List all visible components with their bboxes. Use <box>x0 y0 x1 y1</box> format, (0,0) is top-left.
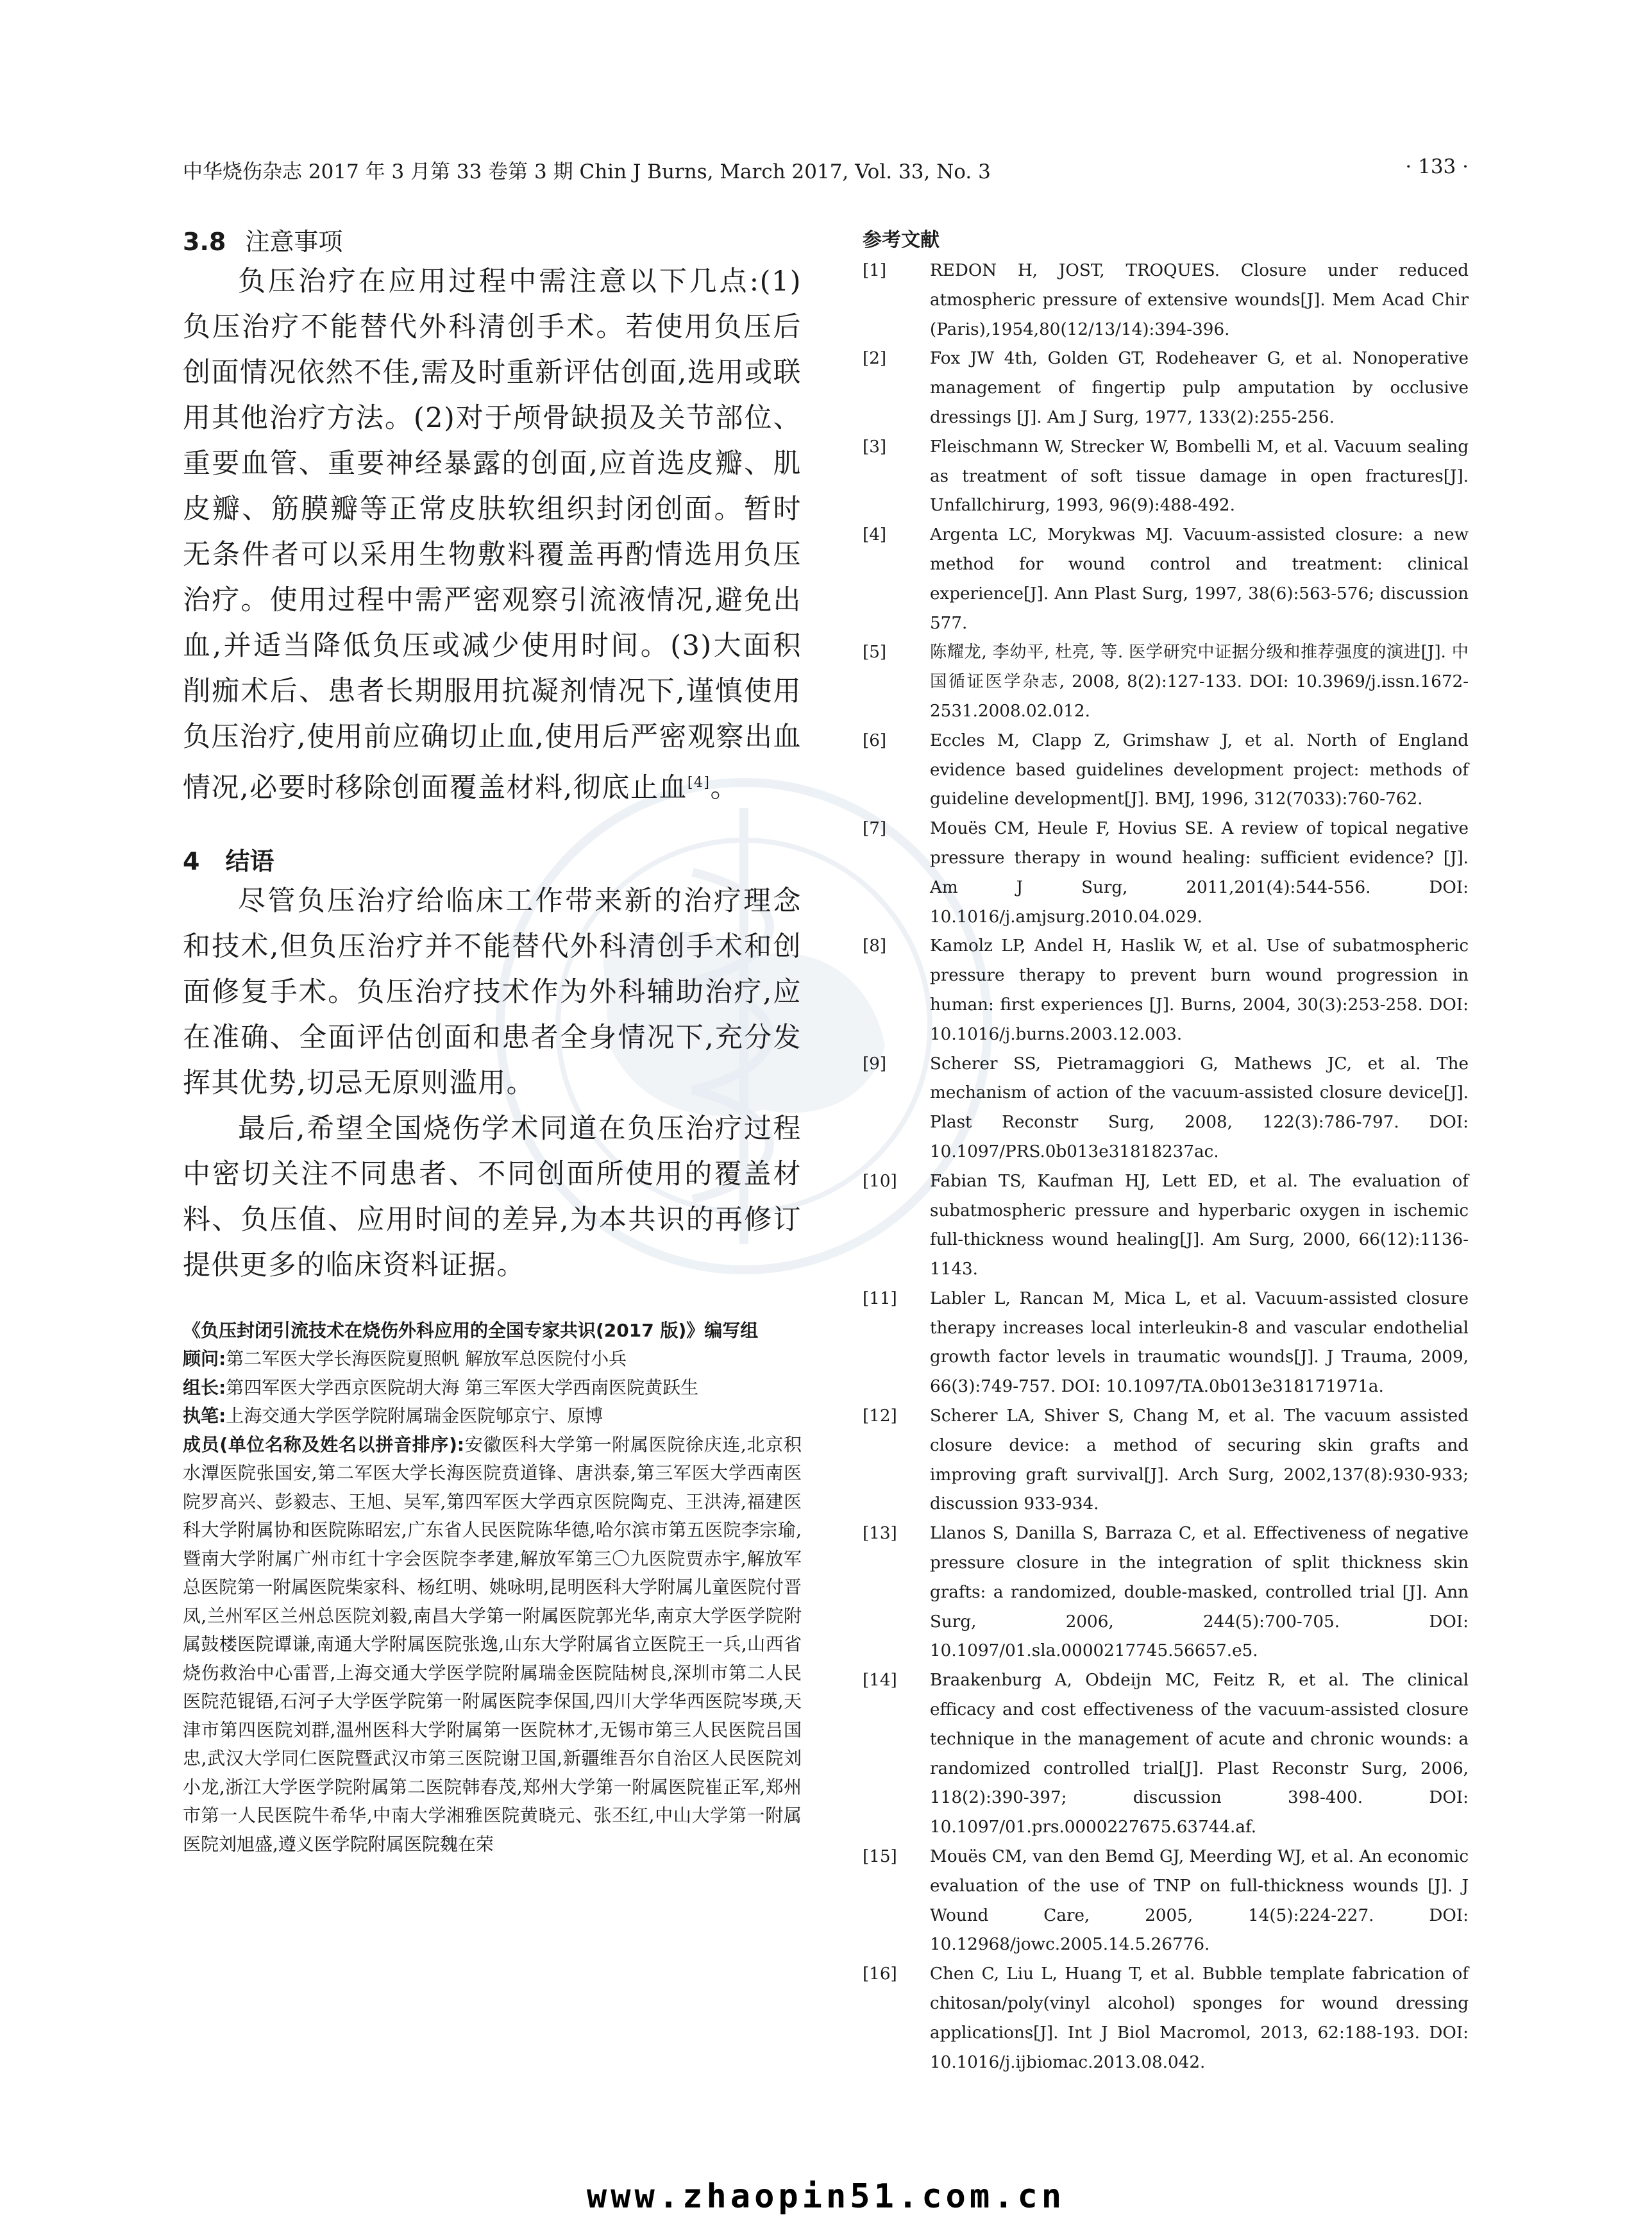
running-header <box>183 155 1469 183</box>
reference-item <box>863 1402 1469 1519</box>
leaders-names: 第四军医大学西京医院胡大海 第三军医大学西南医院黄跃生 <box>226 1376 699 1398</box>
reference-item <box>863 1843 1469 1960</box>
page-number: · 133 · <box>1405 155 1469 178</box>
reference-item <box>863 638 1469 726</box>
precautions-end: 。 <box>710 772 739 804</box>
reference-text: Fleischmann W, Strecker W, Bombelli M, et al. Vacuum sealing as treatment of soft tissue damage in open fractures[J]. Unfallchirurg, 1993, 96(9):488-492. <box>930 437 1469 516</box>
reference-text: REDON H, JOST, TROQUES. Closure under reduced atmospheric pressure of extensive wounds[J]. Mem Acad Chir (Paris),1954,80(12/13/14):394-396. <box>930 261 1469 339</box>
reference-number: [10] <box>863 1171 897 1191</box>
journal-citation: 中华烧伤杂志 2017 年 3 月第 33 卷第 3 期 Chin J Burns, March 2017, Vol. 33, No. 3 <box>183 160 991 183</box>
right-column <box>863 224 1469 2077</box>
section-title: 注意事项 <box>245 228 343 256</box>
reference-item <box>863 521 1469 638</box>
reference-text: Kamolz LP, Andel H, Haslik W, et al. Use of subatmospheric pressure therapy to prevent burn wound progression in human: first experiences [J]. Burns, 2004, 30(3):253-258. DOI: 10.1016/j.burns.2003.12.003. <box>930 936 1469 1044</box>
advisors-label: 顾问: <box>183 1348 226 1370</box>
section-number: 4 <box>183 847 200 876</box>
reference-item <box>863 433 1469 521</box>
section-title: 结语 <box>225 847 274 876</box>
reference-text: Chen C, Liu L, Huang T, et al. Bubble template fabrication of chitosan/poly(vinyl alcohol) sponges for wound dressing applications[J]. Int J Biol Macromol, 2013, 62:188-193. DOI: 10.1016/j.ijbiomac.2013.08.042. <box>930 1964 1469 2072</box>
reference-number: [3] <box>863 437 887 457</box>
reference-number: [1] <box>863 261 887 280</box>
reference-item <box>863 1050 1469 1167</box>
leaders-line <box>183 1374 802 1403</box>
section-number: 3.8 <box>183 228 226 256</box>
reference-item <box>863 727 1469 814</box>
reference-number: [6] <box>863 730 887 750</box>
reference-item <box>863 1666 1469 1843</box>
reference-text: Fabian TS, Kaufman HJ, Lett ED, et al. The evaluation of subatmospheric pressure and hyperbaric oxygen in ischemic full-thickness wound healing[J]. Am Surg, 2000, 66(12):1136-1143. <box>930 1171 1469 1279</box>
reference-text: Eccles M, Clapp Z, Grimshaw J, et al. North of England evidence based guidelines development project: methods of guideline development[J]. BMJ, 1996, 312(7033):760-762. <box>930 730 1469 809</box>
reference-number: [12] <box>863 1406 897 1426</box>
writers-line <box>183 1402 802 1431</box>
reference-item <box>863 1960 1469 2077</box>
reference-text: Mouës CM, Heule F, Hovius SE. A review of topical negative pressure therapy in wound healing: sufficient evidence? [J]. Am J Surg, 2011,201(4):544-556. DOI: 10.1016/j.amjsurg.2010.04.029. <box>930 819 1469 927</box>
precautions-text: 负压治疗在应用过程中需注意以下几点:(1)负压治疗不能替代外科清创手术。若使用负压后创面情况依然不佳,需及时重新评估创面,选用或联用其他治疗方法。(2)对于颅骨缺损及关节部位、重要血管、重要神经暴露的创面,应首选皮瓣、肌皮瓣、筋膜瓣等正常皮肤软组织封闭创面。暂时无条件者可以采用生物敷料覆盖再酌情选用负压治疗。使用过程中需严密观察引流液情况,避免出血,并适当降低负压或减少使用时间。(3)大面积削痂术后、患者长期服用抗凝剂情况下,谨慎使用负压治疗,使用前应确切止血,使用后严密观察出血情况,必要时移除创面覆盖材料,彻底止血 <box>183 266 802 804</box>
reference-number: [16] <box>863 1964 897 1984</box>
reference-text: Mouës CM, van den Bemd GJ, Meerding WJ, et al. An economic evaluation of the use of TNP on full-thickness wounds [J]. J Wound Care, 2005, 14(5):224-227. DOI: 10.12968/jowc.2005.14.5.26776. <box>930 1847 1469 1955</box>
reference-number: [5] <box>863 643 887 662</box>
conclusion-paragraph-1: 尽管负压治疗给临床工作带来新的治疗理念和技术,但负压治疗并不能替代外科清创手术和创面修复手术。负压治疗技术作为外科辅助治疗,应在准确、全面评估创面和患者全身情况下,充分发挥其优势,切忌无原则滥用。 <box>183 885 802 1100</box>
section-heading-4 <box>183 844 802 879</box>
reference-number: [2] <box>863 349 887 369</box>
reference-item <box>863 257 1469 344</box>
reference-text: Scherer LA, Shiver S, Chang M, et al. The vacuum assisted closure device: a method of securing skin grafts and improving graft survival[J]. Arch Surg, 2002,137(8):930-933; discussion 933-934. <box>930 1406 1469 1514</box>
reference-number: [4] <box>863 525 887 545</box>
reference-text: Argenta LC, Morykwas MJ. Vacuum-assisted closure: a new method for wound control and treatment: clinical experience[J]. Ann Plast Surg, 1997, 38(6):563-576; discussion 577. <box>930 525 1469 633</box>
reference-number: [13] <box>863 1524 897 1544</box>
writing-group-title: 《负压封闭引流技术在烧伤外科应用的全国专家共识(2017 版)》编写组 <box>183 1320 759 1342</box>
writers-label: 执笔: <box>183 1405 226 1427</box>
reference-text: Llanos S, Danilla S, Barraza C, et al. Effectiveness of negative pressure closure in the integration of split thickness skin grafts: a randomized, double-masked, controlled trial [J]. Ann Surg, 2006, 244(5):700-705. DOI: 10.1097/01.sla.0000217745.56657.e5. <box>930 1524 1469 1661</box>
precautions-paragraph <box>183 259 802 811</box>
advisors-line <box>183 1345 802 1374</box>
reference-text: Scherer SS, Pietramaggiori G, Mathews JC, et al. The mechanism of action of the vacuum-assisted closure device[J]. Plast Reconstr Surg, 2008, 122(3):786-797. DOI: 10.1097/PRS.0b013e31818237ac. <box>930 1054 1469 1161</box>
leaders-label: 组长: <box>183 1376 226 1398</box>
reference-number: [7] <box>863 819 887 839</box>
footer-url[interactable]: www.zhaopin51.com.cn <box>586 2177 1066 2216</box>
left-column <box>183 224 802 1859</box>
reference-list <box>863 257 1469 2077</box>
reference-item <box>863 1519 1469 1666</box>
members-line <box>183 1431 802 1859</box>
section-heading-3-8 <box>183 224 802 259</box>
citation-superscript: [4] <box>687 775 711 791</box>
references-title: 参考文献 <box>863 229 940 251</box>
reference-number: [15] <box>863 1847 897 1867</box>
conclusion-paragraph-2: 最后,希望全国烧伤学术同道在负压治疗过程中密切关注不同患者、不同创面所使用的覆盖材料、负压值、应用时间的差异,为本共识的再修订提供更多的临床资料证据。 <box>183 1113 802 1282</box>
reference-text: Fox JW 4th, Golden GT, Rodeheaver G, et al. Nonoperative management of fingertip pulp amputation by occlusive dressings [J]. Am J Surg, 1977, 133(2):255-256. <box>930 349 1469 427</box>
reference-item <box>863 814 1469 932</box>
reference-item <box>863 344 1469 432</box>
reference-number: [14] <box>863 1671 897 1691</box>
reference-text: Labler L, Rancan M, Mica L, et al. Vacuum-assisted closure therapy increases local interleukin-8 and vascular endothelial growth factor levels in traumatic wounds[J]. J Trauma, 2009, 66(3):749-757. DOI: 10.1097/TA.0b013e318171971a. <box>930 1288 1469 1397</box>
writers-names: 上海交通大学医学院附属瑞金医院郇京宁、原博 <box>226 1405 603 1427</box>
reference-number: [9] <box>863 1054 887 1074</box>
reference-item <box>863 932 1469 1049</box>
reference-item <box>863 1285 1469 1402</box>
reference-item <box>863 1167 1469 1285</box>
advisors-names: 第二军医大学长海医院夏照帆 解放军总医院付小兵 <box>226 1348 627 1370</box>
reference-text: 陈耀龙, 李幼平, 杜亮, 等. 医学研究中证据分级和推荐强度的演进[J]. 中国循证医学杂志, 2008, 8(2):127-133. DOI: 10.3969/j.issn.1672-2531.2008.02.012. <box>930 643 1469 721</box>
reference-number: [11] <box>863 1288 897 1308</box>
members-names: 安徽医科大学第一附属医院徐庆连,北京积水潭医院张国安,第二军医大学长海医院贲道锋、唐洪泰,第三军医大学西南医院罗高兴、彭毅志、王旭、吴军,第四军医大学西京医院陶克、王洪涛,福建医科大学附属协和医院陈昭宏,广东省人民医院陈华德,哈尔滨市第五医院李宗瑜,暨南大学附属广州市红十字会医院李孝建,解放军第三〇九医院贾赤宇,解放军总医院第一附属医院柴家科、杨红明、姚咏明,昆明医科大学附属儿童医院付晋凤,兰州军区兰州总医院刘毅,南昌大学第一附属医院郭光华,南京大学医学院附属鼓楼医院谭谦,南通大学附属医院张逸,山东大学附属省立医院王一兵,山西省烧伤救治中心雷晋,上海交通大学医学院附属瑞金医院陆树良,深圳市第二人民医院范锟铻,石河子大学医学院第一附属医院李保国,四川大学华西医院岑瑛,天津市第四医院刘群,温州医科大学附属第一医院林才,无锡市第三人民医院吕国忠,武汉大学同仁医院暨武汉市第三医院谢卫国,新疆维吾尔自治区人民医院刘小龙,浙江大学医学院附属第二医院韩春茂,郑州大学第一附属医院崔正军,郑州市第一人民医院牛希华,中南大学湘雅医院黄晓元、张丕红,中山大学第一附属医院刘旭盛,遵义医学院附属医院魏在荣 <box>183 1433 802 1855</box>
reference-number: [8] <box>863 936 887 956</box>
reference-text: Braakenburg A, Obdeijn MC, Feitz R, et al. The clinical efficacy and cost effectiveness of the vacuum-assisted closure technique in the management of acute and chronic wounds: a randomized controlled trial[J]. Plast Reconstr Surg, 2006, 118(2):390-397; discussion 398-400. DOI: 10.1097/01.prs.0000227675.63744.af. <box>930 1671 1469 1837</box>
members-label: 成员(单位名称及姓名以拼音排序): <box>183 1433 465 1455</box>
